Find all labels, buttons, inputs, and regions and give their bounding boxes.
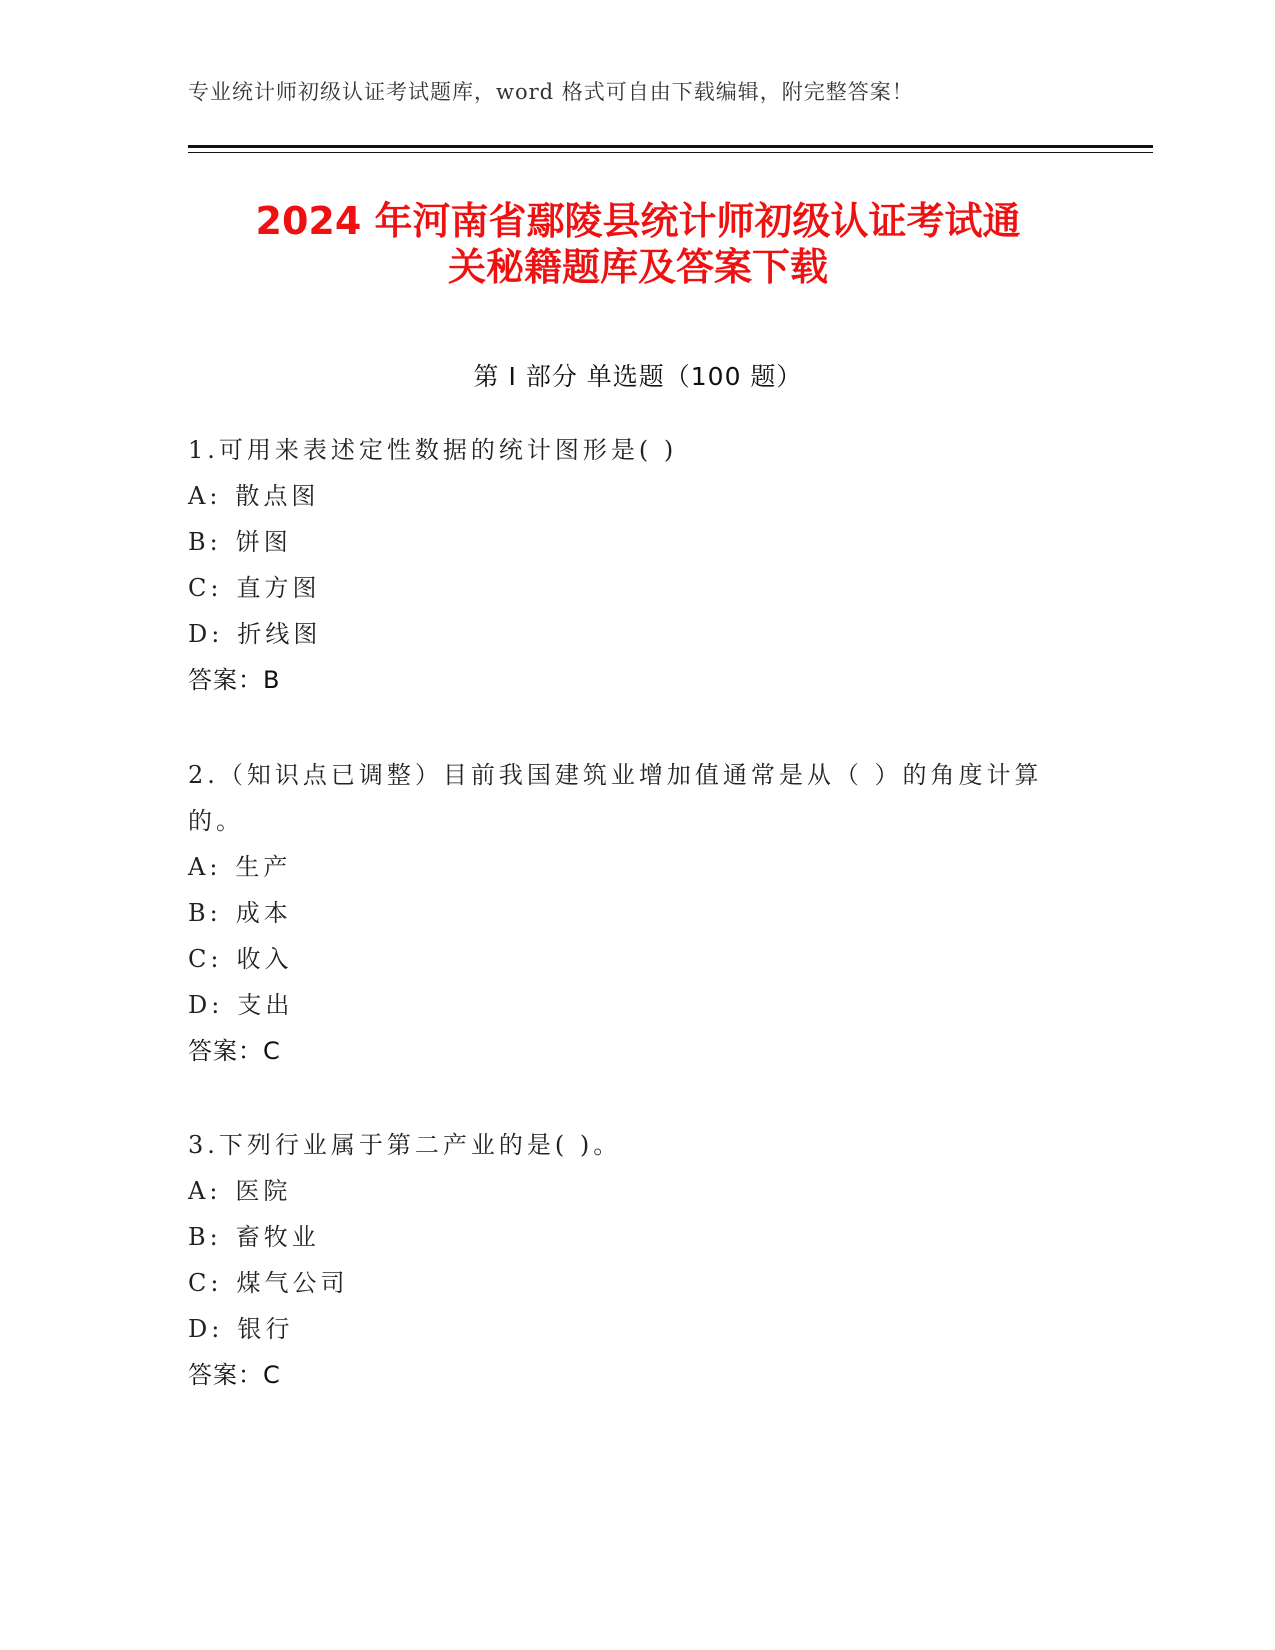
option-b bbox=[188, 1214, 1078, 1260]
question-2 bbox=[188, 752, 1078, 1074]
option-text: 畜牧业 bbox=[235, 1223, 320, 1251]
option-letter: B: bbox=[188, 1223, 222, 1251]
answer: 答案：B bbox=[188, 666, 281, 694]
option-c bbox=[188, 936, 1078, 982]
option-text: 直方图 bbox=[236, 574, 321, 602]
question-3 bbox=[188, 1122, 1078, 1398]
section-title: 第 I 部分 单选题（100 题） bbox=[473, 362, 803, 391]
option-letter: C: bbox=[188, 574, 223, 602]
option-letter: D: bbox=[188, 1315, 224, 1343]
option-letter: C: bbox=[188, 945, 223, 973]
option-letter: D: bbox=[188, 991, 224, 1019]
option-letter: B: bbox=[188, 528, 222, 556]
answer: 答案：C bbox=[188, 1361, 281, 1389]
option-text: 医院 bbox=[235, 1177, 292, 1205]
option-text: 生产 bbox=[235, 853, 292, 881]
question-stem: 3.下列行业属于第二产业的是( )。 bbox=[188, 1131, 622, 1159]
header-rule-thin bbox=[188, 152, 1153, 153]
option-text: 折线图 bbox=[237, 620, 322, 648]
option-letter: A: bbox=[188, 853, 222, 881]
header-rule-thick bbox=[188, 145, 1153, 148]
header-note: 专业统计师初级认证考试题库，word 格式可自由下载编辑，附完整答案！ bbox=[188, 80, 914, 104]
option-text: 散点图 bbox=[235, 482, 320, 510]
option-text: 银行 bbox=[237, 1315, 294, 1343]
option-text: 饼图 bbox=[235, 528, 292, 556]
option-b bbox=[188, 519, 1078, 565]
option-text: 收入 bbox=[236, 945, 293, 973]
question-1 bbox=[188, 427, 1078, 703]
option-d bbox=[188, 611, 1078, 657]
document-title-line-1: 2024 年河南省鄢陵县统计师初级认证考试通 bbox=[255, 199, 1021, 243]
question-stem: 2.（知识点已调整）目前我国建筑业增加值通常是从（ ）的角度计算的。 bbox=[188, 761, 1043, 835]
option-c bbox=[188, 1260, 1078, 1306]
option-d bbox=[188, 1306, 1078, 1352]
option-letter: A: bbox=[188, 482, 222, 510]
document-title-line-2: 关秘籍题库及答案下载 bbox=[447, 245, 828, 289]
option-c bbox=[188, 565, 1078, 611]
option-text: 支出 bbox=[237, 991, 294, 1019]
document-title bbox=[188, 198, 1088, 290]
option-text: 煤气公司 bbox=[236, 1269, 349, 1297]
answer: 答案：C bbox=[188, 1037, 281, 1065]
option-b bbox=[188, 890, 1078, 936]
option-letter: A: bbox=[188, 1177, 222, 1205]
option-letter: C: bbox=[188, 1269, 223, 1297]
option-a bbox=[188, 473, 1078, 519]
option-text: 成本 bbox=[235, 899, 292, 927]
option-a bbox=[188, 1168, 1078, 1214]
option-a bbox=[188, 844, 1078, 890]
option-letter: D: bbox=[188, 620, 224, 648]
option-letter: B: bbox=[188, 899, 222, 927]
option-d bbox=[188, 982, 1078, 1028]
question-stem: 1.可用来表述定性数据的统计图形是( ) bbox=[188, 436, 678, 464]
